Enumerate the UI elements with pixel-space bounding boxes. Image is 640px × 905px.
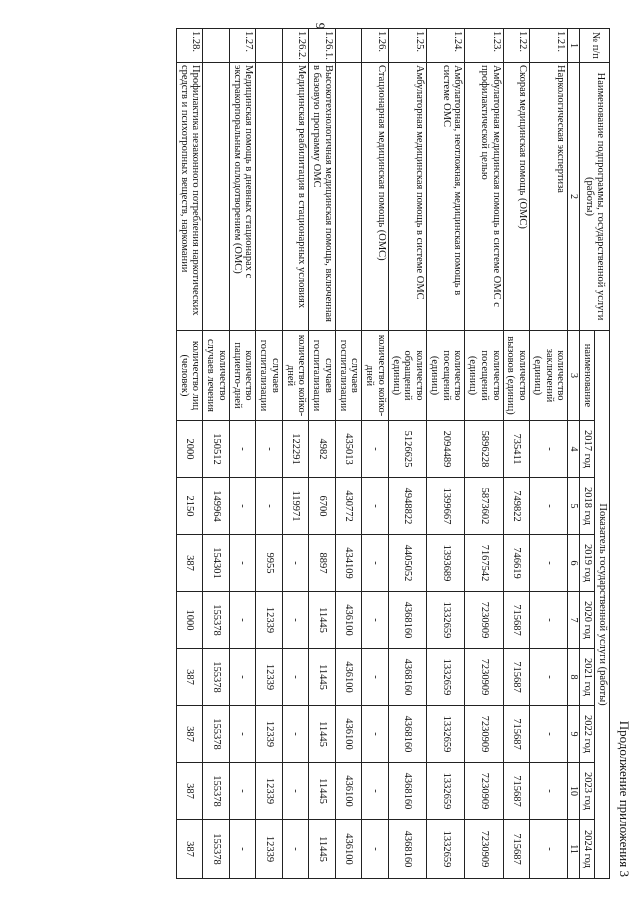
row-value: 4368160 [388, 592, 426, 649]
row-unit: количество пациенто-дней [229, 331, 256, 421]
row-value: 7230909 [465, 592, 503, 649]
row-value: 155378 [203, 763, 230, 820]
row-value: - [229, 820, 256, 879]
row-name: Медицинская реабилитация в стационарных условиях [282, 63, 309, 331]
row-unit: количество обращений (единиц) [388, 331, 426, 421]
row-value: 387 [176, 649, 203, 706]
row-name: Медицинская помощь в дневных стационарах с экстракорпоральным оплодотворением (ОМС) [229, 63, 256, 331]
row-value: 1332659 [427, 649, 465, 706]
row-number: 1.26. [362, 29, 389, 63]
indicators-table [176, 28, 610, 879]
row-value: 715687 [503, 649, 530, 706]
col-header-year: 2019 год [580, 535, 595, 592]
row-value: 155378 [203, 706, 230, 763]
row-number: 1.26.2. [282, 29, 309, 63]
row-value: - [282, 820, 309, 879]
row-number [256, 29, 283, 63]
row-value: - [229, 478, 256, 535]
row-value: - [282, 592, 309, 649]
row-number: 1.21. [530, 29, 568, 63]
row-unit: количество посещений (единиц) [465, 331, 503, 421]
row-value: 4368160 [388, 763, 426, 820]
row-unit: случаев госпитализации [309, 331, 336, 421]
row-value: 11445 [309, 592, 336, 649]
row-unit: случаев госпитализации [256, 331, 283, 421]
row-value: - [362, 763, 389, 820]
column-index-cell: 7 [568, 592, 580, 649]
row-number: 1.26.1. [309, 29, 336, 63]
row-value: 746619 [503, 535, 530, 592]
row-value: 436100 [335, 820, 362, 879]
row-value: 387 [176, 763, 203, 820]
row-value: 9955 [256, 535, 283, 592]
table-row [176, 29, 203, 879]
column-index-row [568, 29, 580, 879]
row-number: 1.23. [465, 29, 503, 63]
row-value: 436100 [335, 706, 362, 763]
row-value: 4368160 [388, 820, 426, 879]
row-number: 1.27. [229, 29, 256, 63]
row-value: 7167542 [465, 535, 503, 592]
row-value: 387 [176, 706, 203, 763]
row-name: Амбулаторная, неотложная, медицинская помощь в системе ОМС [427, 63, 465, 331]
row-value: 155378 [203, 820, 230, 879]
row-value: 11445 [309, 649, 336, 706]
row-value: - [530, 763, 568, 820]
row-value: 1332659 [427, 820, 465, 879]
table-row [503, 29, 530, 879]
column-index-cell: 5 [568, 478, 580, 535]
row-name [256, 63, 283, 331]
row-value: - [362, 421, 389, 478]
row-value: - [362, 478, 389, 535]
row-unit: количество случаев лечения [203, 331, 230, 421]
table-row [427, 29, 465, 879]
row-value: 436100 [335, 649, 362, 706]
col-header-indicator-group: Показатель государственной услуги (работы) [595, 331, 610, 879]
row-value: 11445 [309, 820, 336, 879]
row-value: - [362, 706, 389, 763]
row-unit: количество койко-дней [282, 331, 309, 421]
row-value: 5873602 [465, 478, 503, 535]
row-value: 12339 [256, 763, 283, 820]
table-row [530, 29, 568, 879]
row-value: 6700 [309, 478, 336, 535]
row-unit: количество посещений (единиц) [427, 331, 465, 421]
row-value: - [530, 535, 568, 592]
row-value: 715687 [503, 820, 530, 879]
row-value: 12339 [256, 820, 283, 879]
row-unit: количество лиц (человек) [176, 331, 203, 421]
row-unit: количество заключений (единиц) [530, 331, 568, 421]
row-value: 12339 [256, 649, 283, 706]
row-value: - [530, 478, 568, 535]
row-value: 119971 [282, 478, 309, 535]
header-row-1 [595, 29, 610, 879]
appendix-label: Продолжение приложения 3 [617, 720, 632, 877]
column-index-cell: 3 [568, 331, 580, 421]
row-value: - [229, 706, 256, 763]
row-value: - [530, 421, 568, 478]
row-value: 749822 [503, 478, 530, 535]
table-row [335, 29, 362, 879]
table-row [388, 29, 426, 879]
row-value: - [229, 535, 256, 592]
row-name: Скорая медицинская помощь (ОМС) [503, 63, 530, 331]
row-value: - [229, 592, 256, 649]
row-value: 7230909 [465, 820, 503, 879]
row-number: 1.25. [388, 29, 426, 63]
row-value: 4368160 [388, 649, 426, 706]
column-index-cell: 6 [568, 535, 580, 592]
col-header-name: Наименование подпрограммы, государственной услуги (работы) [580, 63, 610, 331]
col-header-year: 2023 год [580, 763, 595, 820]
table-row [282, 29, 309, 879]
row-value: 4405052 [388, 535, 426, 592]
row-value: - [256, 421, 283, 478]
row-value: 5896228 [465, 421, 503, 478]
row-value: 715687 [503, 763, 530, 820]
table-row [256, 29, 283, 879]
row-value: 2000 [176, 421, 203, 478]
row-value: - [282, 763, 309, 820]
col-header-year: 2022 год [580, 706, 595, 763]
row-value: 1332659 [427, 592, 465, 649]
table-body [176, 29, 568, 879]
row-name: Высокотехнологичная медицинская помощь, включенная в базовую программу ОМС [309, 63, 336, 331]
row-value: 8897 [309, 535, 336, 592]
row-value: 155378 [203, 592, 230, 649]
row-name [335, 63, 362, 331]
row-value: - [229, 763, 256, 820]
column-index-cell: 4 [568, 421, 580, 478]
table-row [362, 29, 389, 879]
row-number [335, 29, 362, 63]
row-number [203, 29, 230, 63]
col-header-num: № п/п [580, 29, 610, 63]
row-value: 149964 [203, 478, 230, 535]
row-value: - [362, 535, 389, 592]
row-unit: количество вызовов (единиц) [503, 331, 530, 421]
row-value: 387 [176, 535, 203, 592]
col-header-year: 2020 год [580, 592, 595, 649]
row-name: Амбулаторная медицинская помощь в системе ОМС [388, 63, 426, 331]
table-row [465, 29, 503, 879]
row-value: 11445 [309, 706, 336, 763]
row-value: 11445 [309, 763, 336, 820]
row-value: 7230909 [465, 763, 503, 820]
row-value: 436100 [335, 592, 362, 649]
row-value: 715687 [503, 592, 530, 649]
col-header-year: 2017 год [580, 421, 595, 478]
row-value: 7230909 [465, 706, 503, 763]
row-value: 1393689 [427, 535, 465, 592]
row-value: - [530, 706, 568, 763]
col-header-unit: наименование [580, 331, 595, 421]
row-value: 4982 [309, 421, 336, 478]
row-value: 4368160 [388, 706, 426, 763]
row-value: - [530, 649, 568, 706]
row-value: 434109 [335, 535, 362, 592]
row-value: 122291 [282, 421, 309, 478]
row-value: - [229, 421, 256, 478]
table-row [229, 29, 256, 879]
row-value: 436100 [335, 763, 362, 820]
row-name [203, 63, 230, 331]
row-name: Стационарная медицинская помощь (ОМС) [362, 63, 389, 331]
row-value: 5126625 [388, 421, 426, 478]
row-value: 1332659 [427, 706, 465, 763]
row-value: - [282, 535, 309, 592]
row-value: 150512 [203, 421, 230, 478]
col-header-year: 2018 год [580, 478, 595, 535]
row-value: 1332659 [427, 763, 465, 820]
row-name: Профилактика незаконного потребления наркотических средств и психотропных веществ, наркомании [176, 63, 203, 331]
col-header-year: 2021 год [580, 649, 595, 706]
row-number: 1.24. [427, 29, 465, 63]
row-value: 7230909 [465, 649, 503, 706]
row-value: 155378 [203, 649, 230, 706]
row-value: - [256, 478, 283, 535]
column-index-cell: 11 [568, 820, 580, 879]
row-value: 12339 [256, 592, 283, 649]
row-value: 1000 [176, 592, 203, 649]
row-value: - [282, 706, 309, 763]
row-value: 435013 [335, 421, 362, 478]
row-value: - [362, 820, 389, 879]
table-row [203, 29, 230, 879]
column-index-cell: 2 [568, 63, 580, 331]
table-row [309, 29, 336, 879]
row-value: 12339 [256, 706, 283, 763]
row-value: 430772 [335, 478, 362, 535]
column-index-cell: 8 [568, 649, 580, 706]
column-index-cell: 9 [568, 706, 580, 763]
row-number: 1.28. [176, 29, 203, 63]
row-value: 154301 [203, 535, 230, 592]
row-unit: случаев госпитализации [335, 331, 362, 421]
col-header-year: 2024 год [580, 820, 595, 879]
row-name: Наркологическая экспертиза [530, 63, 568, 331]
column-index-cell: 1 [568, 29, 580, 63]
row-name: Амбулаторная медицинская помощь в системе ОМС с профилактической целью [465, 63, 503, 331]
row-value: - [282, 649, 309, 706]
column-index-cell: 10 [568, 763, 580, 820]
page-number: 9 [313, 22, 328, 30]
row-value: 4948822 [388, 478, 426, 535]
row-value: - [229, 649, 256, 706]
row-number: 1.22. [503, 29, 530, 63]
row-value: - [530, 820, 568, 879]
row-value: - [362, 649, 389, 706]
row-value: - [530, 592, 568, 649]
row-unit: количество койко-дней [362, 331, 389, 421]
row-value: 2094489 [427, 421, 465, 478]
row-value: 715687 [503, 706, 530, 763]
row-value: - [362, 592, 389, 649]
row-value: 1399667 [427, 478, 465, 535]
row-value: 2150 [176, 478, 203, 535]
row-value: 735411 [503, 421, 530, 478]
row-value: 387 [176, 820, 203, 879]
